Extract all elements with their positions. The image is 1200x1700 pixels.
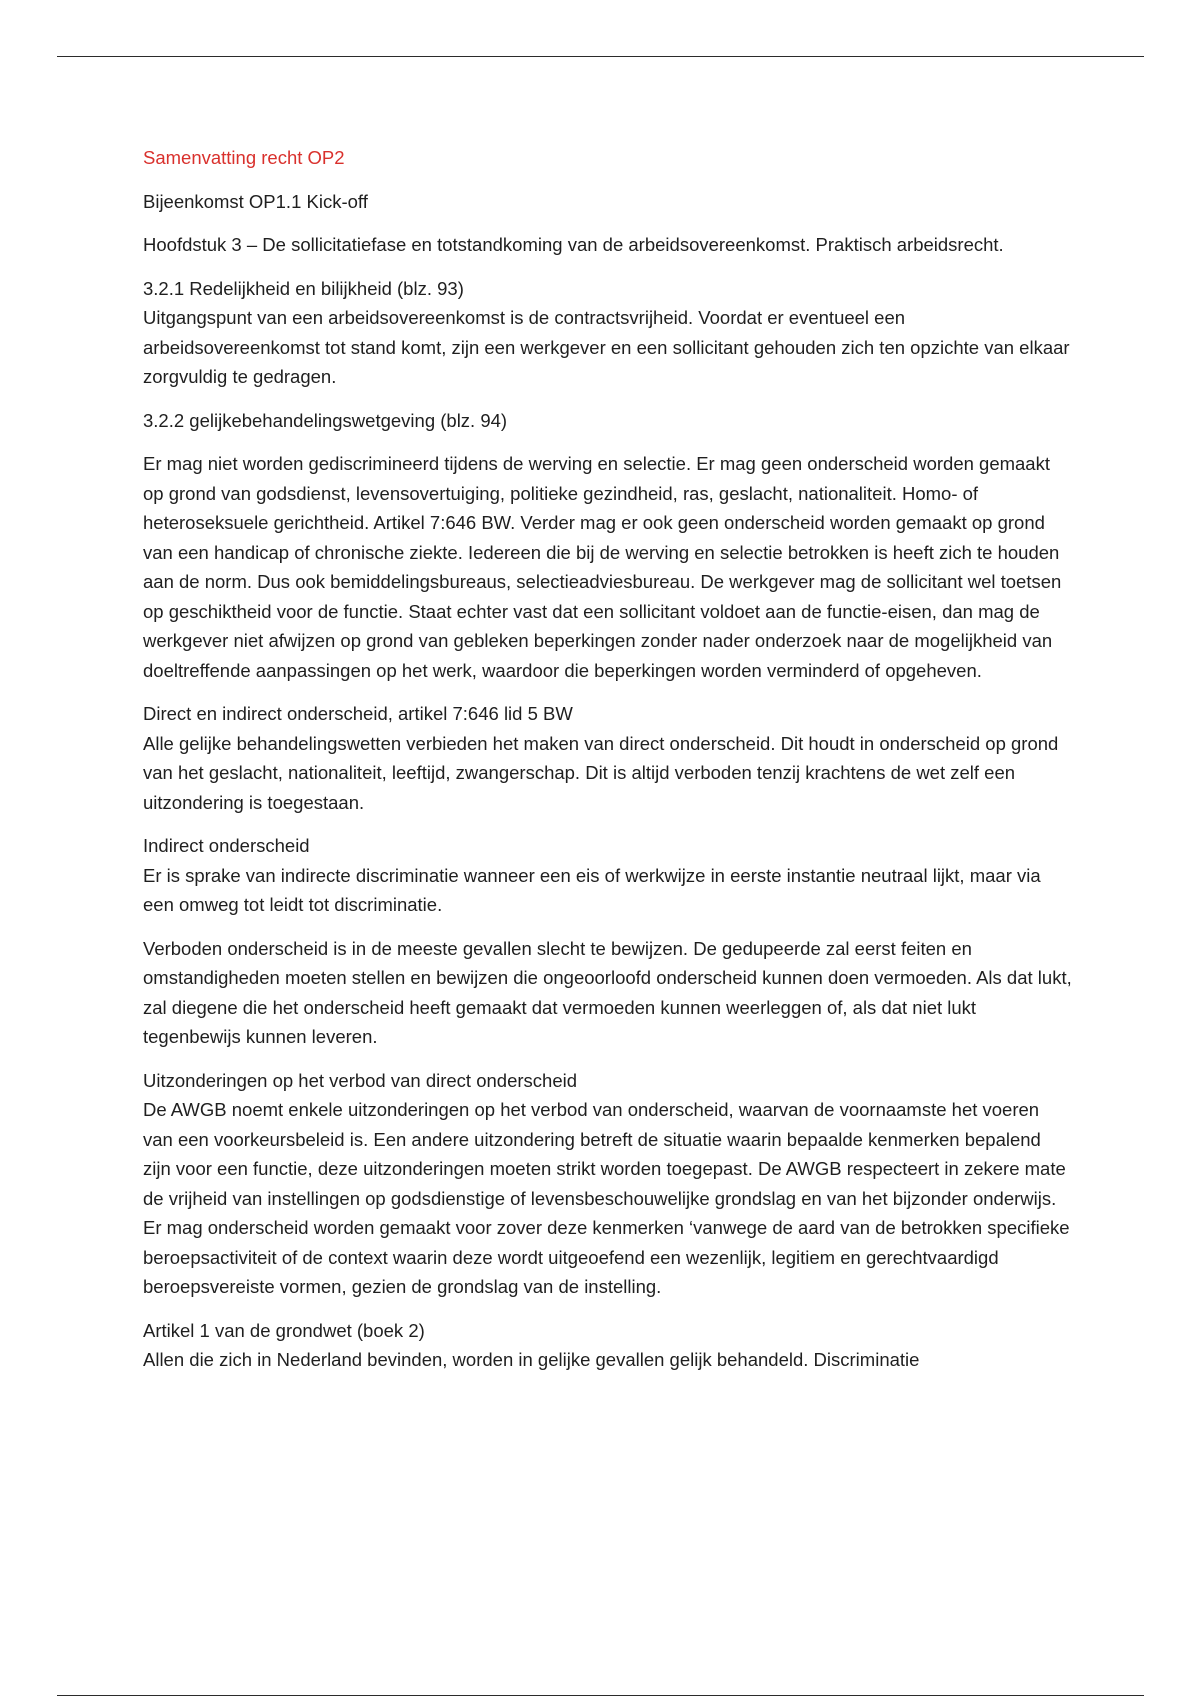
section-text: Er is sprake van indirecte discriminatie wanneer een eis of werkwijze in eerste instantie neutraal lijkt, maar via een omweg tot leidt tot discriminatie. (143, 864, 1041, 915)
section-paragraph (143, 934, 1073, 1052)
chapter-line: Hoofdstuk 3 – De sollicitatiefase en totstandkoming van de arbeidsovereenkomst. Praktisch arbeidsrecht. (143, 234, 1004, 255)
section-heading: 3.2.1 Redelijkheid en bilijkheid (blz. 93) (143, 277, 464, 299)
section-text: Verboden onderscheid is in de meeste gevallen slecht te bewijzen. De gedupeerde zal eerst feiten en omstandigheden moeten stellen en bewijzen die ongeoorloofd onderscheid kunnen doen vermoeden. Als dat lukt, zal diegene die het onderscheid heeft gemaakt dat vermoeden kunnen weerleggen of, als dat niet lukt tegenbewijs kunnen leveren. (143, 937, 1072, 1047)
document-body (143, 143, 1073, 1389)
document-title: Samenvatting recht OP2 (143, 147, 345, 168)
section-paragraph (143, 1316, 1073, 1375)
section-text: Allen die zich in Nederland bevinden, worden in gelijke gevallen gelijk behandeld. Discriminatie (143, 1349, 920, 1370)
section-paragraph (143, 1066, 1073, 1302)
top-rule (57, 56, 1144, 57)
section-text: Uitgangspunt van een arbeidsovereenkomst is de contractsvrijheid. Voordat er eventueel een arbeidsovereenkomst tot stand komt, zijn een werkgever en een sollicitant gehouden zich ten opzichte van elkaar zorgvuldig te gedragen. (143, 307, 1070, 387)
section-heading: Direct en indirect onderscheid, artikel 7:646 lid 5 BW (143, 703, 573, 724)
section-paragraph (143, 274, 1073, 392)
section-heading: Artikel 1 van de grondwet (boek 2) (143, 1319, 425, 1341)
section-paragraph (143, 699, 1073, 817)
meeting-line: Bijeenkomst OP1.1 Kick-off (143, 190, 368, 212)
section-paragraph (143, 406, 1073, 436)
section-text: De AWGB noemt enkele uitzonderingen op het verbod van onderscheid, waarvan de voornaamste het voeren van een voorkeursbeleid is. Een andere uitzondering betreft de situatie waarin bepaalde kenmerken bepalend zijn voor een functie, deze uitzonderingen moeten strikt worden toegepast. De AWGB respecteert in zekere mate de vrijheid van instellingen op godsdienstige of levensbeschouwelijke grondslag en van het bijzonder onderwijs. Er mag onderscheid worden gemaakt voor zover deze kenmerken ‘vanwege de aard van de betrokken specifieke beroepsactiviteit of de context waarin deze wordt uitgeoefend een wezenlijk, legitiem en gerechtvaardigd beroepsvereiste vormen, gezien de grondslag van de instelling. (143, 1099, 1070, 1297)
section-paragraph (143, 449, 1073, 685)
section-heading: Uitzonderingen op het verbod van direct onderscheid (143, 1069, 578, 1091)
bottom-rule (57, 1695, 1144, 1696)
section-text: Alle gelijke behandelingswetten verbieden het maken van direct onderscheid. Dit houdt in onderscheid op grond van het geslacht, nationaliteit, leeftijd, zwangerschap. Dit is altijd verboden tenzij krachtens de wet zelf een uitzondering is toegestaan. (143, 732, 1059, 813)
section-heading: Indirect onderscheid (143, 835, 310, 856)
section-text: Er mag niet worden gediscrimineerd tijdens de werving en selectie. Er mag geen onderscheid worden gemaakt op grond van godsdienst, levensovertuiging, politieke gezindheid, ras, geslacht, nationaliteit. Homo- of heteroseksuele gerichtheid. Artikel 7:646 BW. Verder mag er ook geen onderscheid worden gemaakt op grond van een handicap of chronische ziekte. Iedereen die bij de werving en selectie betrokken is heeft zich te houden aan de norm. Dus ook bemiddelingsbureaus, selectieadviesbureau. De werkgever mag de sollicitant wel toetsen op geschiktheid voor de functie. Staat echter vast dat een sollicitant voldoet aan de functie-eisen, dan mag de werkgever niet afwijzen op grond van gebleken beperkingen zonder nader onderzoek naar de mogelijkheid van doeltreffende aanpassingen op het werk, waardoor die beperkingen worden verminderd of opgeheven. (143, 453, 1062, 681)
section-heading: 3.2.2 gelijkebehandelingswetgeving (blz. 94) (143, 409, 508, 431)
section-paragraph (143, 831, 1073, 920)
